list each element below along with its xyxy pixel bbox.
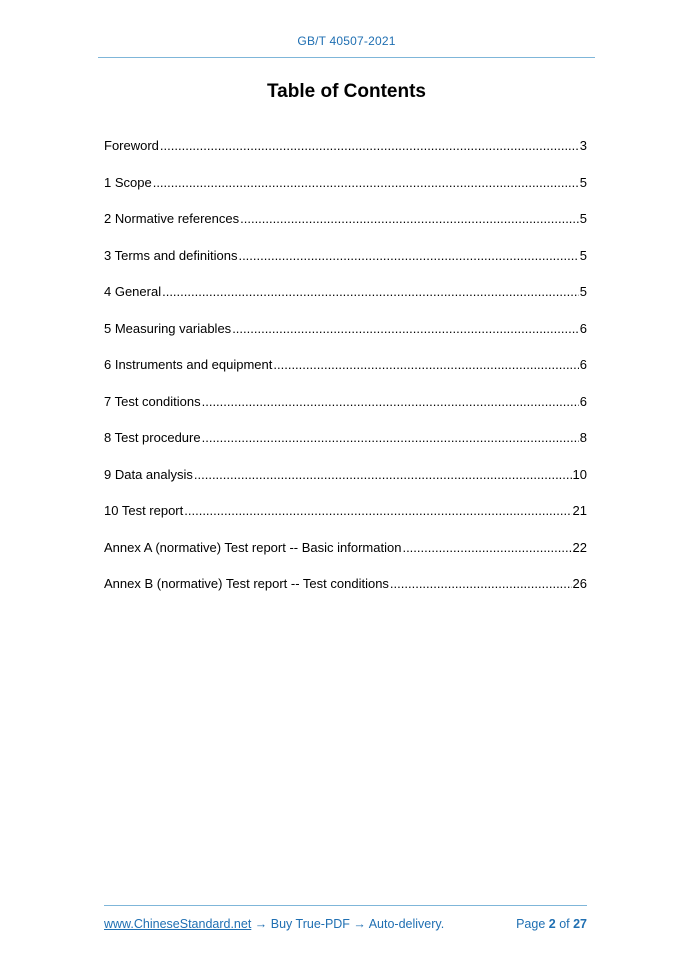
toc-entry-page: 3: [579, 138, 587, 153]
toc-entry-page: 5: [579, 174, 587, 190]
toc-entry-scope[interactable]: [104, 174, 587, 211]
page-of: of: [555, 917, 574, 931]
toc-leader-dots: [202, 393, 579, 411]
footer-promo-text: → Buy True-PDF → Auto-delivery.: [251, 917, 445, 931]
footer-promo: [104, 917, 444, 931]
toc-entry-page: 22: [572, 539, 587, 555]
toc-leader-dots: [390, 575, 572, 593]
standard-code-header: GB/T 40507-2021: [297, 34, 396, 48]
toc-entry-data-analysis[interactable]: [104, 466, 587, 503]
toc-entry-label: 8 Test procedure: [104, 430, 201, 445]
toc-entry-test-procedure[interactable]: [104, 429, 587, 466]
toc-entry-label: 7 Test conditions: [104, 393, 201, 409]
toc-entry-page: 5: [579, 247, 587, 263]
page-number: [516, 917, 587, 931]
toc-entry-label: 6 Instruments and equipment: [104, 357, 273, 372]
toc-leader-dots: [402, 539, 571, 557]
toc-entry-label: 10 Test report: [104, 503, 184, 518]
total-page-count: 27: [573, 917, 587, 931]
toc-entry-page: 8: [579, 430, 587, 445]
toc-entry-label: 4 General: [104, 284, 162, 299]
page-prefix: Page: [516, 917, 549, 931]
toc-entry-page: 5: [579, 284, 587, 299]
toc-entry-label: Foreword: [104, 138, 159, 153]
toc-entry-instruments-and-equipment[interactable]: [104, 356, 587, 393]
page-footer: [104, 917, 587, 931]
toc-entry-foreword[interactable]: [104, 137, 587, 174]
toc-entry-normative-references[interactable]: [104, 210, 587, 247]
toc-leader-dots: [162, 283, 579, 301]
toc-entry-annex-a[interactable]: [104, 539, 587, 576]
toc-leader-dots: [202, 429, 579, 447]
toc-entry-label: 3 Terms and definitions: [104, 247, 238, 263]
toc-leader-dots: [184, 502, 571, 520]
toc-leader-dots: [238, 247, 578, 265]
toc-entry-page: 5: [579, 211, 587, 226]
header-divider: [98, 57, 595, 58]
toc-leader-dots: [153, 174, 579, 192]
toc-leader-dots: [232, 320, 579, 338]
toc-entry-terms-and-definitions[interactable]: [104, 247, 587, 284]
page-title: Table of Contents: [266, 81, 427, 102]
toc-entry-page: 10: [572, 466, 587, 482]
toc-entry-measuring-variables[interactable]: [104, 320, 587, 357]
toc-list: [104, 137, 587, 612]
toc-entry-test-conditions[interactable]: [104, 393, 587, 430]
toc-entry-label: 9 Data analysis: [104, 466, 193, 482]
toc-leader-dots: [273, 356, 578, 374]
toc-entry-page: 6: [579, 393, 587, 409]
toc-entry-label: 2 Normative references: [104, 211, 240, 226]
toc-entry-page: 26: [572, 576, 587, 591]
footer-divider: [104, 905, 587, 906]
toc-entry-label: Annex B (normative) Test report -- Test conditions: [104, 576, 389, 591]
toc-leader-dots: [160, 137, 579, 155]
current-page-number: 2: [548, 917, 556, 931]
toc-entry-test-report[interactable]: [104, 502, 587, 539]
toc-entry-page: 6: [579, 357, 587, 372]
toc-entry-label: 1 Scope: [104, 174, 152, 190]
toc-entry-label: 5 Measuring variables: [104, 320, 232, 336]
toc-leader-dots: [194, 466, 572, 484]
toc-entry-annex-b[interactable]: [104, 575, 587, 612]
toc-leader-dots: [240, 210, 579, 228]
chinesestandard-link[interactable]: www.ChineseStandard.net: [104, 917, 252, 931]
toc-entry-label: Annex A (normative) Test report -- Basic information: [104, 539, 402, 555]
toc-entry-page: 21: [572, 503, 587, 518]
toc-entry-general[interactable]: [104, 283, 587, 320]
toc-entry-page: 6: [579, 320, 587, 336]
